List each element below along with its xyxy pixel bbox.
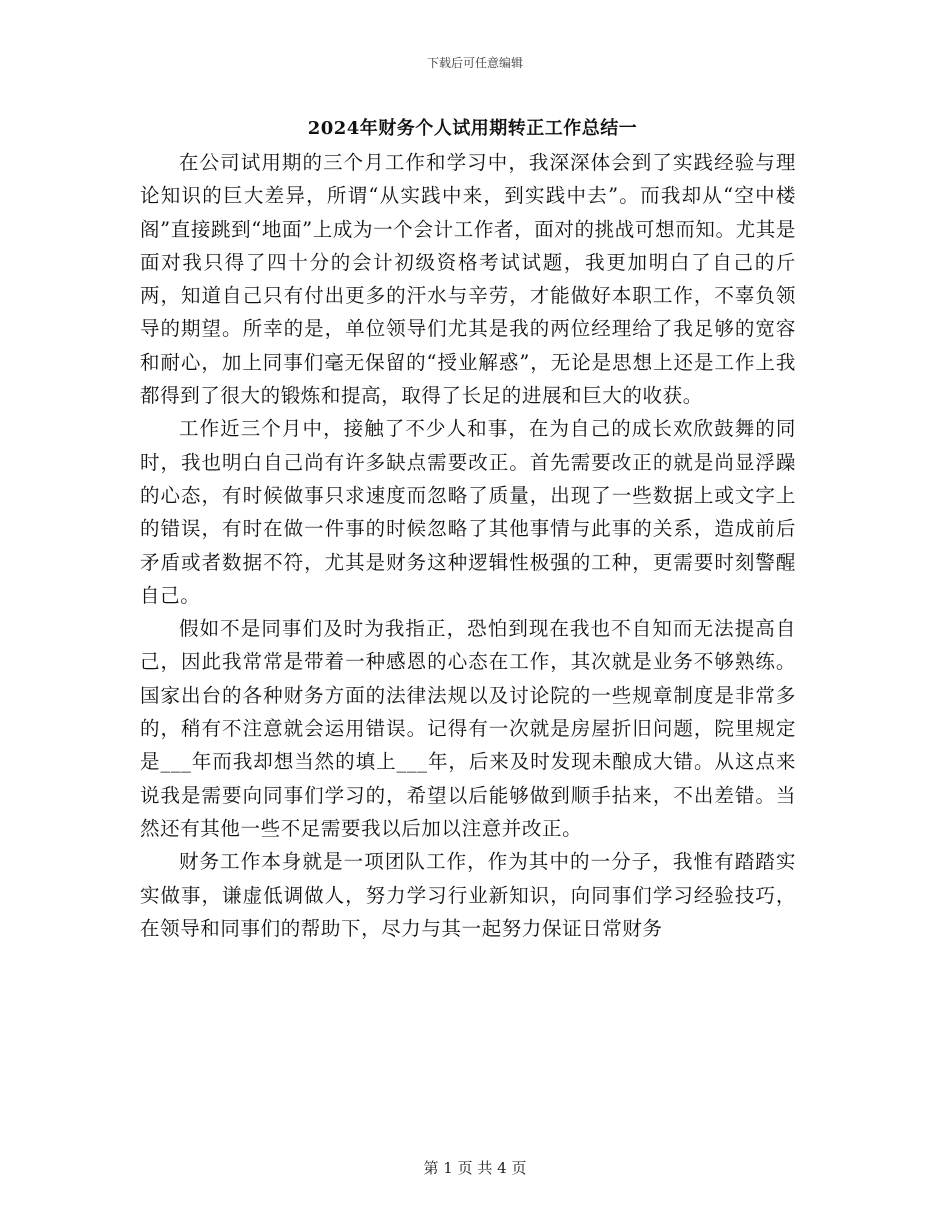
document-title: 2024年财务个人试用期转正工作总结一 bbox=[307, 118, 638, 139]
page-header-note: 下载后可任意编辑 bbox=[426, 56, 523, 70]
document-body bbox=[140, 146, 796, 945]
page-number-indicator: 第 1 页 共 4 页 bbox=[423, 1159, 527, 1177]
paragraph-2: 工作近三个月中，接触了不少人和事，在为自己的成长欢欣鼓舞的同时，我也明白自己尚有许多缺点需要改正。首先需要改正的就是尚显浮躁的心态，有时候做事只求速度而忽略了质量，出现了一些数据上或文字上的错误，有时在做一件事的时候忽略了其他事情与此事的关系，造成前后矛盾或者数据不符，尤其是财务这种逻辑性极强的工种，更需要时刻警醒自己。 bbox=[140, 417, 796, 607]
paragraph-1: 在公司试用期的三个月工作和学习中，我深深体会到了实践经验与理论知识的巨大差异，所谓“从实践中来，到实践中去”。而我却从“空中楼阁”直接跳到“地面”上成为一个会计工作者，面对的挑战可想而知。尤其是面对我只得了四十分的会计初级资格考试试题，我更加明白了自己的斤两，知道自己只有付出更多的汗水与辛劳，才能做好本职工作，不辜负领导的期望。所幸的是，单位领导们尤其是我的两位经理给了我足够的宽容和耐心，加上同事们毫无保留的“授业解惑”，无论是思想上还是工作上我都得到了很大的锻炼和提高，取得了长足的进展和巨大的收获。 bbox=[140, 151, 796, 408]
paragraph-3: 假如不是同事们及时为我指正，恐怕到现在我也不自知而无法提高自己，因此我常常是带着一种感恩的心态在工作，其次就是业务不够熟练。国家出台的各种财务方面的法律法规以及讨论院的一些规章制度是非常多的，稍有不注意就会运用错误。记得有一次就是房屋折旧问题，院里规定是___年而我却想当然的填上___年，后来及时发现未酿成大错。从这点来说我是需要向同事们学习的，希望以后能够做到顺手拈来，不出差错。当然还有其他一些不足需要我以后加以注意并改正。 bbox=[140, 617, 796, 840]
paragraph-4: 财务工作本身就是一项团队工作，作为其中的一分子，我惟有踏踏实实做事，谦虚低调做人，努力学习行业新知识，向同事们学习经验技巧，在领导和同事们的帮助下，尽力与其一起努力保证日常财务 bbox=[140, 850, 796, 940]
